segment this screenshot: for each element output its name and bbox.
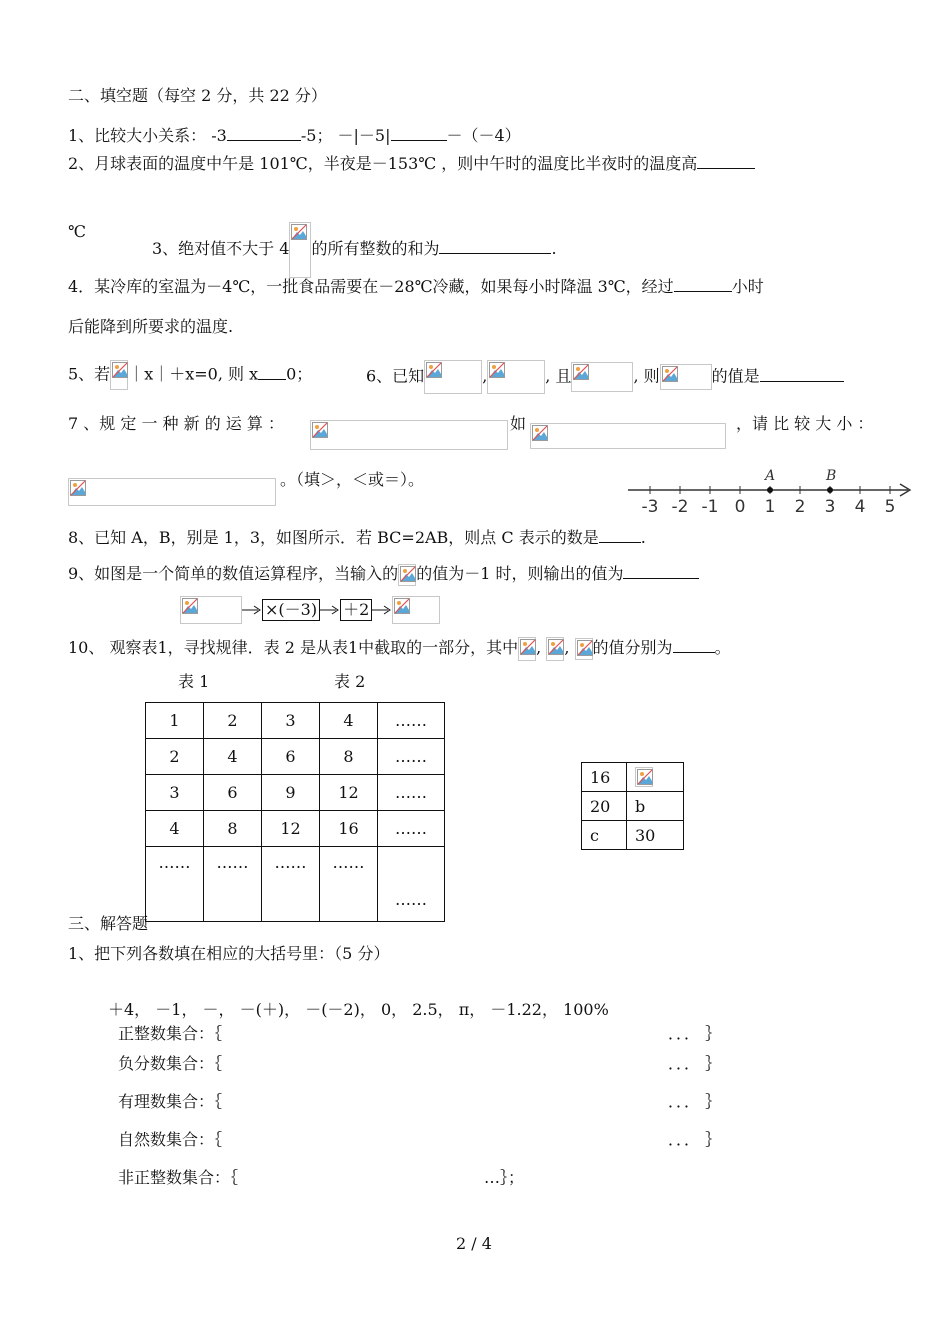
tick-label: -2 — [671, 497, 689, 517]
q6-c2: , 且 — [545, 366, 572, 386]
formula-image — [635, 767, 653, 787]
set-label: 负分数集合：｛ — [118, 1054, 223, 1073]
table-cell: 4 — [146, 811, 204, 847]
q3-end: . — [551, 239, 557, 258]
table-cell: 16 — [582, 763, 627, 792]
table-cell: 30 — [627, 821, 684, 850]
table-row — [146, 775, 445, 811]
q5-mid: ｜x｜＋x=0, 则 x — [128, 364, 259, 384]
formula-image — [530, 423, 726, 449]
tick-label: -3 — [641, 497, 659, 517]
formula-image — [398, 564, 416, 586]
q7-mid: 如 — [510, 414, 527, 433]
table-row — [146, 739, 445, 775]
broken-image-icon — [532, 425, 548, 441]
tick-label: 4 — [854, 497, 866, 517]
q10-end: 的值分别为 — [592, 638, 673, 657]
table-cell: …… — [146, 847, 204, 922]
formula-image — [571, 362, 633, 392]
broken-image-icon — [291, 224, 307, 240]
q4-text: 4．某冷库的室温为－4℃，一批食品需要在－28℃冷藏，如果每小时降温 3℃，经过 — [68, 277, 674, 296]
set-label: 非正整数集合：｛ — [118, 1168, 239, 1187]
table-row — [582, 792, 684, 821]
table-1-title: 表 1 — [178, 672, 210, 691]
set-tail: ．．． ｝ — [668, 1092, 722, 1111]
broken-image-icon — [112, 362, 128, 378]
table-cell: 3 — [146, 775, 204, 811]
answer-blank[interactable] — [439, 237, 551, 254]
question-10 — [68, 636, 731, 661]
answer-blank[interactable] — [674, 275, 732, 292]
table-row — [146, 811, 445, 847]
broken-image-icon — [573, 364, 589, 380]
broken-image-icon — [400, 566, 416, 582]
tick-label: 1 — [764, 497, 776, 517]
formula-image — [518, 637, 536, 661]
point-a-label: A — [765, 468, 776, 484]
table-cell: 12 — [262, 811, 320, 847]
table-cell: 12 — [320, 775, 378, 811]
degree-unit: ℃ — [68, 222, 86, 241]
q9-pre: 9、如图是一个简单的数值运算程序，当输入的 — [68, 564, 399, 583]
table-cell: 4 — [320, 703, 378, 739]
table-cell: 2 — [146, 739, 204, 775]
question-3 — [68, 222, 86, 242]
formula-image — [310, 420, 508, 450]
point-a-dot — [767, 487, 773, 493]
question-7 — [68, 414, 284, 434]
q5-pre: 5、若 — [68, 364, 111, 384]
multiply-box: ×(－3) — [262, 599, 320, 621]
formula-image — [575, 638, 593, 660]
q1-mid: -5； －|－5| — [300, 126, 391, 145]
set-tail: ．．． ｝ — [668, 1130, 722, 1149]
formula-image — [289, 222, 311, 278]
table-1 — [145, 702, 445, 922]
formula-image — [68, 478, 276, 506]
table-row — [582, 763, 684, 792]
table-row — [582, 821, 684, 850]
answer-blank[interactable] — [599, 526, 641, 543]
add-box: ＋2 — [340, 599, 372, 621]
set-label: 有理数集合：｛ — [118, 1092, 223, 1111]
question-4-line2: 后能降到所要求的温度. — [68, 317, 234, 336]
q2-text: 2、月球表面的温度中午是 101℃，半夜是－153℃ ，则中午时的温度比半夜时的温度高 — [68, 154, 698, 173]
output-box — [392, 596, 440, 624]
section-3-title: 三、解答题 — [68, 914, 149, 933]
answer-blank[interactable] — [623, 562, 699, 579]
q9-end: 的值为－1 时，则输出的值为 — [416, 564, 624, 583]
q5-end: 0； — [286, 364, 313, 384]
table-2-title: 表 2 — [334, 672, 366, 691]
formula-image — [660, 364, 712, 390]
number-line — [626, 466, 916, 520]
q8-end: . — [640, 528, 646, 547]
table-cell: …… — [262, 847, 320, 922]
answer-blank[interactable] — [258, 363, 286, 380]
point-b-dot — [827, 487, 833, 493]
question-8 — [68, 526, 646, 548]
q7-pre: 7 、规 定 一 种 新 的 运 算 ： — [68, 414, 284, 433]
table-cell: …… — [378, 847, 445, 922]
formula-image — [546, 637, 564, 661]
broken-image-icon — [70, 480, 86, 496]
table-cell: 1 — [146, 703, 204, 739]
broken-image-icon — [637, 769, 653, 785]
table-cell: …… — [378, 703, 445, 739]
table-cell: 16 — [320, 811, 378, 847]
question-6 — [366, 360, 844, 394]
tick-label: -1 — [701, 497, 719, 517]
q4-end: 小时 — [731, 277, 764, 296]
question-1 — [68, 124, 521, 146]
table-cell: …… — [378, 811, 445, 847]
tick-label: 3 — [824, 497, 836, 517]
q10-end2: 。 — [714, 638, 731, 657]
q6-c3: , 则 — [633, 366, 660, 386]
table-cell: 9 — [262, 775, 320, 811]
table-row — [146, 847, 445, 922]
q3-text2: 的所有整数的和为 — [311, 239, 440, 258]
q6-pre: 6、已知 — [366, 366, 425, 386]
number-list: ＋4， －1， －， －(＋)， －(－2)， 0， 2.5， π， －1.22， 100% — [108, 1000, 609, 1019]
tick-label: 2 — [794, 497, 806, 517]
broken-image-icon — [489, 362, 505, 378]
table-cell: 8 — [204, 811, 262, 847]
table-cell: …… — [320, 847, 378, 922]
broken-image-icon — [577, 640, 593, 656]
set-label: 自然数集合：｛ — [118, 1130, 223, 1149]
arrow-icon — [320, 605, 340, 615]
broken-image-icon — [548, 639, 564, 655]
q1-text: 1、比较大小关系： -3 — [68, 126, 227, 145]
table-cell: c — [582, 821, 627, 850]
page-number: 2 / 4 — [456, 1234, 492, 1253]
program-flow — [180, 596, 440, 624]
answer-blank[interactable] — [391, 124, 447, 141]
point-b-label: B — [826, 468, 837, 484]
arrow-icon — [372, 605, 392, 615]
broken-image-icon — [182, 598, 198, 614]
q7-end: ，请 比 较 大 小 ： — [736, 414, 874, 433]
set-tail: ．．． ｝ — [668, 1024, 722, 1043]
table-cell: …… — [204, 847, 262, 922]
q10-pre: 10、 观察表1，寻找规律．表 2 是从表1中截取的一部分，其中 — [68, 638, 519, 657]
section-3-question-1: 1、把下列各数填在相应的大括号里：（5 分） — [68, 944, 390, 963]
answer-blank[interactable] — [697, 152, 755, 169]
q10-c2: , — [564, 638, 570, 657]
q8-text: 8、已知 A，B，别是 1，3，如图所示．若 BC=2AB，则点 C 表示的数是 — [68, 528, 599, 547]
table-cell: …… — [378, 739, 445, 775]
table-cell: 2 — [204, 703, 262, 739]
broken-image-icon — [394, 598, 410, 614]
question-5 — [68, 360, 312, 390]
table-cell: 4 — [204, 739, 262, 775]
section-title: 二、填空题（每空 2 分，共 22 分） — [68, 86, 327, 105]
q10-c1: , — [536, 638, 542, 657]
table-cell: 3 — [262, 703, 320, 739]
answer-blank[interactable] — [227, 124, 301, 141]
question-3-body — [152, 222, 557, 278]
question-2 — [68, 152, 755, 174]
question-9 — [68, 562, 699, 586]
table-row — [146, 703, 445, 739]
table-cell: 8 — [320, 739, 378, 775]
answer-blank[interactable] — [673, 636, 715, 653]
formula-image — [487, 360, 545, 394]
set-non-positive-integer — [118, 1168, 238, 1188]
q6-end: 的值是 — [711, 366, 760, 386]
set-tail: ．．． ｝ — [668, 1054, 722, 1073]
q6-c1: , — [482, 366, 488, 386]
tick-label: 5 — [884, 497, 896, 517]
table-cell: 20 — [582, 792, 627, 821]
q7-line2: 。（填＞，＜或＝）。 — [280, 470, 425, 489]
broken-image-icon — [662, 366, 678, 382]
broken-image-icon — [426, 362, 442, 378]
broken-image-icon — [312, 422, 328, 438]
formula-image — [424, 360, 482, 394]
set-label: 正整数集合：｛ — [118, 1024, 223, 1043]
table-2 — [581, 762, 684, 850]
input-box — [180, 596, 242, 624]
table-cell: b — [627, 792, 684, 821]
broken-image-icon — [520, 639, 536, 655]
question-4 — [68, 275, 764, 297]
q3-text: 3、绝对值不大于 4 — [152, 239, 290, 258]
tick-label: 0 — [734, 497, 746, 517]
table-cell: 6 — [204, 775, 262, 811]
table-cell: 6 — [262, 739, 320, 775]
table-cell: …… — [378, 775, 445, 811]
set-non-positive-integer-tail: …｝； — [484, 1168, 525, 1187]
q1-mid2: －（－4） — [446, 126, 521, 145]
arrow-icon — [242, 605, 262, 615]
formula-image — [110, 360, 128, 390]
table-cell — [627, 763, 684, 792]
answer-blank[interactable] — [760, 365, 844, 382]
